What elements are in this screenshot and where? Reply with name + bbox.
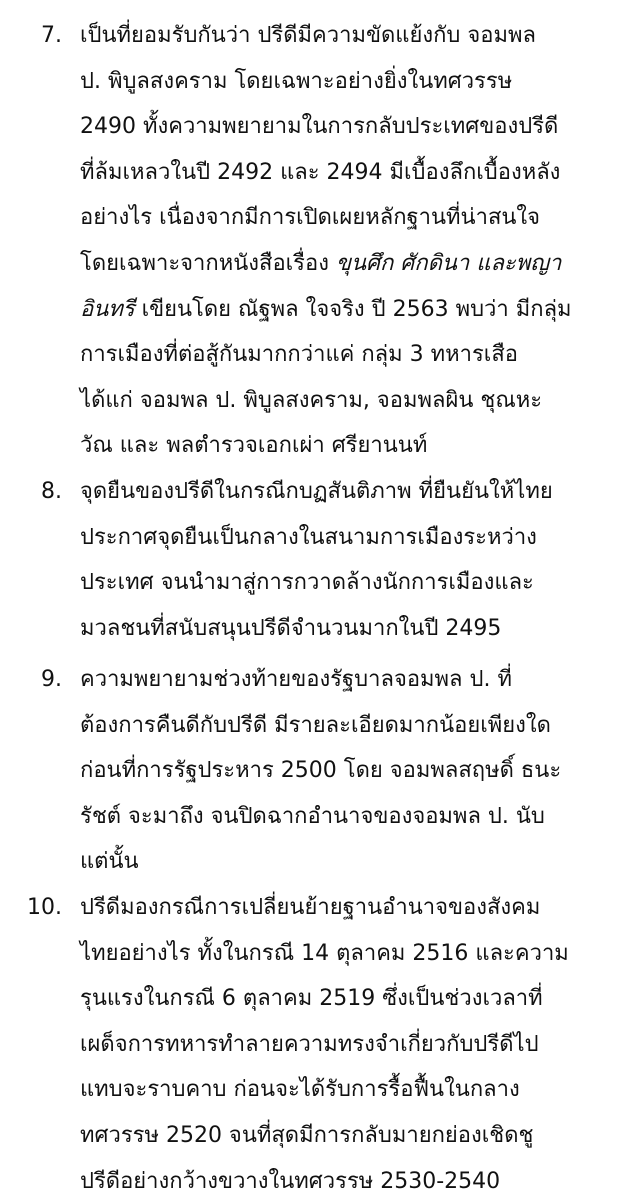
paragraph-line — [80, 660, 512, 700]
paragraph-line — [80, 198, 540, 238]
paragraph-line — [80, 797, 545, 837]
paragraph-line — [80, 751, 561, 791]
list-number: 8. — [41, 479, 62, 504]
text-run: รุนแรงในกรณี 6 ตุลาคม 2519 ซึ่งเป็นช่วงเวลาที่ — [80, 986, 543, 1011]
text-run: เป็นที่ยอมรับกันว่า ปรีดีมีความขัดแย้งกับ จอมพล — [80, 23, 536, 48]
text-run: ประเทศ จนนำมาสู่การกวาดล้างนักการเมืองและ — [80, 570, 534, 595]
paragraph-line — [80, 888, 540, 928]
text-run: การเมืองที่ต่อสู้กันมากกว่าแค่ กลุ่ม 3 ทหารเสือ — [80, 342, 518, 367]
list-number: 9. — [41, 667, 62, 692]
book-title-text: อินทรี — [80, 297, 135, 322]
paragraph-line — [80, 1162, 500, 1202]
paragraph-line — [80, 153, 560, 193]
text-run: แต่นั้น — [80, 849, 139, 874]
text-run: รัชต์ จะมาถึง จนปิดฉากอำนาจของจอมพล ป. นับ — [80, 804, 545, 829]
text-run: วัณ และ พลตำรวจเอกเผ่า ศรียานนท์ — [80, 433, 428, 458]
book-title-text: ขุนศึก ศักดินา และพญา — [335, 251, 562, 276]
paragraph-line — [80, 1025, 539, 1065]
paragraph-line — [80, 107, 558, 147]
paragraph-line — [80, 518, 537, 558]
text-run: จุดยืนของปรีดีในกรณีกบฏสันติภาพ ที่ยืนยันให้ไทย — [80, 479, 553, 504]
paragraph-line — [80, 706, 551, 746]
text-run: ป. พิบูลสงคราม โดยเฉพาะอย่างยิ่งในทศวรรษ — [80, 69, 513, 94]
text-run: ทศวรรษ 2520 จนที่สุดมีการกลับมายกย่องเชิดชู — [80, 1123, 534, 1148]
text-run: ปรีดีอย่างกว้างขวางในทศวรรษ 2530-2540 — [80, 1169, 501, 1194]
list-number: 7. — [41, 23, 62, 48]
text-run: มวลชนที่สนับสนุนปรีดีจำนวนมากในปี 2495 — [80, 616, 502, 641]
paragraph-line — [80, 381, 542, 421]
paragraph-line — [80, 842, 139, 882]
text-run: ได้แก่ จอมพล ป. พิบูลสงคราม, จอมพลผิน ชุณหะ — [80, 388, 543, 413]
text-run: แทบจะราบคาบ ก่อนจะได้รับการรื้อฟื้นในกลาง — [80, 1077, 520, 1102]
text-run: อย่างไร เนื่องจากมีการเปิดเผยหลักฐานที่น่าสนใจ — [80, 205, 541, 230]
paragraph-line — [80, 335, 518, 375]
paragraph-line — [80, 1070, 520, 1110]
list-number: 10. — [27, 895, 62, 920]
paragraph-line — [80, 16, 536, 56]
text-run: ความพยายามช่วงท้ายของรัฐบาลจอมพล ป. ที่ — [80, 667, 512, 692]
paragraph-line — [80, 609, 501, 649]
text-run: ปรีดีมองกรณีการเปลี่ยนย้ายฐานอำนาจของสังคม — [80, 895, 541, 920]
paragraph-line — [80, 472, 553, 512]
text-run: โดยเฉพาะจากหนังสือเรื่อง — [80, 251, 336, 276]
paragraph-line — [80, 934, 569, 974]
paragraph-line — [80, 244, 561, 284]
paragraph-line — [80, 1116, 533, 1156]
text-run: ไทยอย่างไร ทั้งในกรณี 14 ตุลาคม 2516 และความ — [80, 941, 569, 966]
text-run: ประกาศจุดยืนเป็นกลางในสนามการเมืองระหว่าง — [80, 525, 537, 550]
text-run: 2490 ทั้งความพยายามในการกลับประเทศของปรีดี — [80, 114, 559, 139]
paragraph-line — [80, 426, 427, 466]
paragraph-line — [80, 563, 534, 603]
text-run: เผด็จการทหารทำลายความทรงจำเกี่ยวกับปรีดีไป — [80, 1032, 539, 1057]
paragraph-line — [80, 979, 543, 1019]
text-run: เขียนโดย ณัฐพล ใจจริง ปี 2563 พบว่า มีกลุ่ม — [134, 297, 572, 322]
paragraph-line — [80, 290, 572, 330]
text-run: ต้องการคืนดีกับปรีดี มีรายละเอียดมากน้อยเพียงใด — [80, 713, 551, 738]
paragraph-line — [80, 62, 512, 102]
text-run: ที่ล้มเหลวในปี 2492 และ 2494 มีเบื้องลึกเบื้องหลัง — [80, 160, 561, 185]
text-run: ก่อนที่การรัฐประหาร 2500 โดย จอมพลสฤษดิ์ ธนะ — [80, 758, 562, 783]
